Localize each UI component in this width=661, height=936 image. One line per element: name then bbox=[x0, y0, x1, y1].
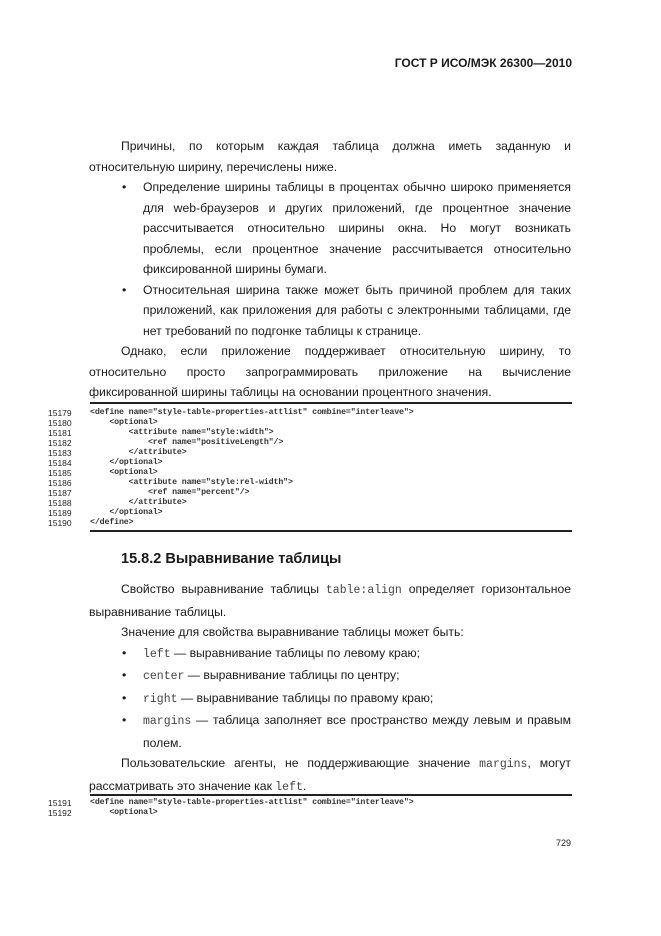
list-item: • Относительная ширина также может быть причиной проблем для таких приложений, как приложения для работы с электронными таблицами, где нет требований по подгонке таблицы к странице. bbox=[89, 280, 571, 342]
code-line: 15182 <ref name="positiveLength"/> bbox=[48, 438, 284, 448]
list-item: • right — выравнивание таблицы по правому краю; bbox=[89, 688, 571, 711]
values-list bbox=[89, 643, 571, 754]
inline-code: right bbox=[143, 692, 178, 706]
bullet-icon: • bbox=[122, 180, 127, 194]
user-agents-paragraph: Пользовательские агенты, не поддерживающие значение margins, могут рассматривать это значение как left. bbox=[89, 756, 571, 794]
alignment-paragraph: Свойство выравнивание таблицы table:align определяет горизонтальное выравнивание таблицы. bbox=[89, 582, 572, 619]
bullet-icon: • bbox=[122, 668, 127, 682]
code-line: 15188 </attribute> bbox=[48, 498, 187, 508]
document-header: ГОСТ Р ИСО/МЭК 26300—2010 bbox=[394, 56, 572, 70]
code-line: 15187 <ref name="percent"/> bbox=[48, 488, 250, 498]
code-line: 15190 </define> bbox=[48, 518, 134, 528]
code-line: 15183 </attribute> bbox=[48, 448, 187, 458]
intro-paragraph: Причины, по которым каждая таблица должна иметь заданную и относительную ширину, перечислены ниже. bbox=[89, 139, 571, 174]
code-listing-1 bbox=[48, 402, 572, 532]
list-item: • Определение ширины таблицы в процентах обычно широко применяется для web-браузеров и других приложений, где процентное значение рассчитывается относительно ширины окна. Но могут возникать проблемы, если процентное значение рассчитывается относительно фиксированной ширины бумаги. bbox=[89, 177, 571, 280]
code-line: 15186 <attribute name="style:rel-width"> bbox=[48, 478, 293, 488]
inline-code: table:align bbox=[325, 584, 402, 597]
code-bottom-rule bbox=[90, 530, 572, 532]
code-line: 15191 <define name="style-table-properties-attlist" combine="interleave"> bbox=[48, 798, 414, 808]
inline-code: left bbox=[143, 647, 171, 661]
code-line: 15179 <define name="style-table-properties-attlist" combine="interleave"> bbox=[48, 408, 414, 418]
however-paragraph: Однако, если приложение поддерживает относительную ширину, то относительно просто запрограммировать приложение на вычисление фиксированной ширины таблицы на основании процентного значения. bbox=[89, 344, 571, 399]
values-intro: Значение для свойства выравнивание таблицы может быть: bbox=[121, 625, 464, 639]
list-item: • left — выравнивание таблицы по левому краю; bbox=[89, 643, 571, 666]
section-heading: 15.8.2 Выравнивание таблицы bbox=[121, 551, 342, 567]
bullet-icon: • bbox=[122, 713, 127, 727]
alignment-section bbox=[89, 579, 571, 798]
page-number: 729 bbox=[555, 838, 571, 848]
code-line: 15192 <optional> bbox=[48, 808, 158, 818]
inline-code: left bbox=[275, 780, 303, 794]
bullet-icon: • bbox=[122, 690, 127, 705]
inline-code: margins bbox=[143, 715, 192, 728]
bullet-icon: • bbox=[122, 282, 127, 297]
list-item: • center — выравнивание таблицы по центру; bbox=[89, 665, 571, 688]
reasons-list bbox=[89, 177, 571, 341]
list-item: • margins — таблица заполняет все пространство между левым и правым полем. bbox=[89, 710, 571, 753]
code-line: 15181 <attribute name="style:width"> bbox=[48, 428, 274, 438]
intro-section bbox=[89, 136, 571, 403]
inline-code: margins bbox=[479, 758, 528, 771]
code-line: 15180 <optional> bbox=[48, 418, 158, 428]
bullet-icon: • bbox=[122, 645, 127, 660]
code-line: 15184 </optional> bbox=[48, 458, 163, 468]
code-line: 15185 <optional> bbox=[48, 468, 158, 478]
code-listing-2 bbox=[48, 794, 572, 818]
code-line: 15189 </optional> bbox=[48, 508, 163, 518]
inline-code: center bbox=[143, 670, 185, 683]
